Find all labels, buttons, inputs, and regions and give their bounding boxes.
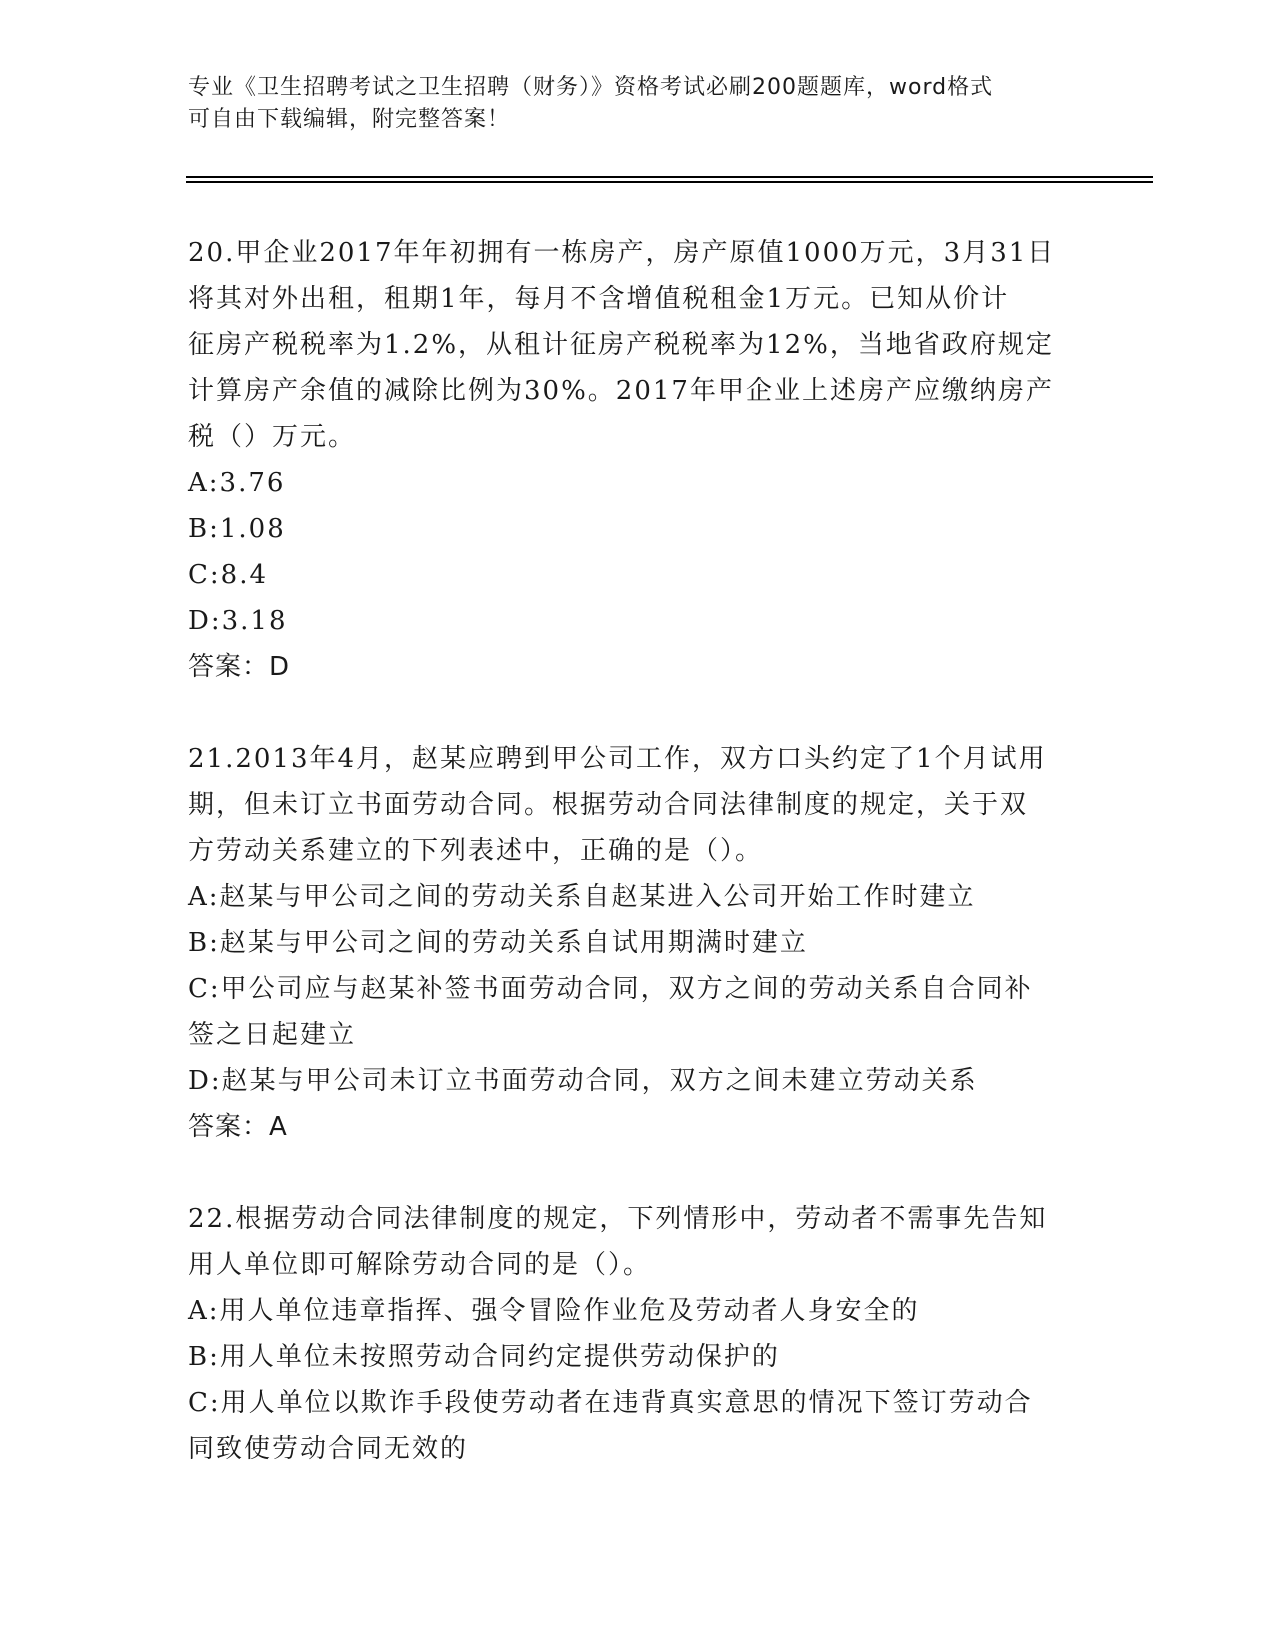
question-22 [188, 1196, 1088, 1472]
option-a: A:赵某与甲公司之间的劳动关系自赵某进入公司开始工作时建立 [188, 882, 976, 912]
header-divider-top [186, 176, 1153, 178]
question-stem-line: 用人单位即可解除劳动合同的是（）。 [188, 1250, 652, 1280]
option-b: B:用人单位未按照劳动合同约定提供劳动保护的 [188, 1342, 780, 1372]
question-stem-line: 税（）万元。 [188, 422, 357, 452]
question-stem-line: 方劳动关系建立的下列表述中，正确的是（）。 [188, 836, 764, 866]
answer-label: 答案：A [188, 1112, 288, 1142]
option-a: A:用人单位违章指挥、强令冒险作业危及劳动者人身安全的 [188, 1296, 920, 1326]
question-stem-line: 22.根据劳动合同法律制度的规定，下列情形中，劳动者不需事先告知 [188, 1204, 1048, 1234]
question-stem-line: 将其对外出租，租期1年，每月不含增值税租金1万元。已知从价计 [188, 284, 1010, 314]
question-stem-line: 20.甲企业2017年年初拥有一栋房产，房产原值1000万元，3月31日 [188, 238, 1056, 268]
option-c-continued: 同致使劳动合同无效的 [188, 1434, 469, 1464]
option-c: C:8.4 [188, 560, 269, 590]
option-d: D:3.18 [188, 606, 288, 636]
header-line-1: 专业《卫生招聘考试之卫生招聘（财务）》资格考试必刷200题题库，word格式 [188, 75, 994, 100]
option-b: B:赵某与甲公司之间的劳动关系自试用期满时建立 [188, 928, 808, 958]
option-a: A:3.76 [188, 468, 286, 498]
question-stem-line: 期，但未订立书面劳动合同。根据劳动合同法律制度的规定，关于双 [188, 790, 1029, 820]
option-c: C:甲公司应与赵某补签书面劳动合同，双方之间的劳动关系自合同补 [188, 974, 1033, 1004]
question-list [188, 230, 1088, 1518]
header-divider-bottom [186, 181, 1153, 183]
question-stem-line: 21.2013年4月，赵某应聘到甲公司工作，双方口头约定了1个月试用 [188, 744, 1047, 774]
header-line-2: 可自由下载编辑，附完整答案！ [188, 107, 511, 132]
question-stem-line: 计算房产余值的减除比例为30%。2017年甲企业上述房产应缴纳房产 [188, 376, 1054, 406]
option-b: B:1.08 [188, 514, 286, 544]
question-20 [188, 230, 1088, 690]
document-header [188, 72, 1088, 136]
question-stem-line: 征房产税税率为1.2%，从租计征房产税税率为12%，当地省政府规定 [188, 330, 1054, 360]
option-c: C:用人单位以欺诈手段使劳动者在违背真实意思的情况下签订劳动合 [188, 1388, 1033, 1418]
option-d: D:赵某与甲公司未订立书面劳动合同，双方之间未建立劳动关系 [188, 1066, 978, 1096]
option-c-continued: 签之日起建立 [188, 1020, 357, 1050]
answer-label: 答案：D [188, 652, 291, 682]
question-21 [188, 736, 1088, 1150]
